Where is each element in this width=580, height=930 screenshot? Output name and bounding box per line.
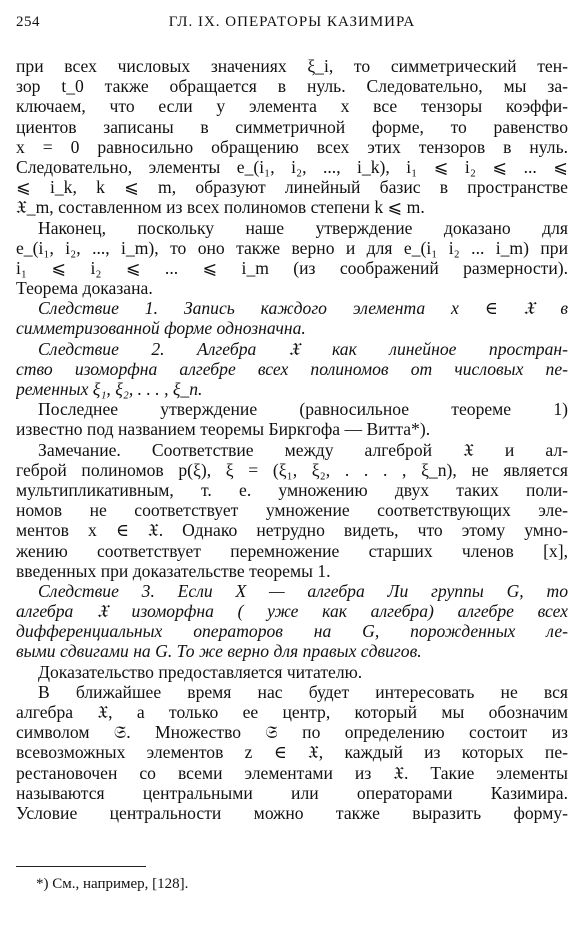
text-line: при всех числовых значениях ξ_i, то симметрический тен- (16, 56, 568, 76)
text-line: x = 0 равносильно обращению всех этих тензоров в нуль. (16, 136, 568, 157)
running-header (16, 10, 568, 40)
text-line: алгебра 𝔛, а только ее центр, который мы обозначим (16, 702, 568, 722)
page-number: 254 (16, 14, 40, 30)
running-title: ГЛ. IX. ОПЕРАТОРЫ КАЗИМИРА (168, 14, 416, 30)
text-line: e_(i₁, i₂, ..., i_m), то оно также верно и для e_(i₁ i₂ ... i_m) при (16, 237, 568, 258)
text-line: Условие центральности можно также выразить форму- (16, 802, 568, 823)
text-line: рестановочен со всеми элементами из 𝔛. Такие элементы (16, 762, 568, 783)
text-line: В ближайшее время нас будет интересовать не вся (38, 681, 568, 702)
text-line: Теорема доказана. (16, 278, 153, 299)
remark-line: геброй полиномов p(ξ), ξ = (ξ₁, ξ₂, . . . , ξ_n), не является (16, 459, 568, 480)
corollary-3-line: алгебра 𝔛 изоморфна ( уже как алгебра) алгебре всех (16, 601, 568, 622)
text-line: всевозможных элементов z ∈ 𝔛, каждый из которых пе- (16, 742, 568, 763)
remark-line: жению соответствует перемножение старших членов [x], (16, 540, 568, 561)
text-line: ключаем, что если у элемента x все тензоры коэффи- (16, 96, 568, 117)
text-line: циентов записаны в симметричной форме, то равенство (16, 116, 568, 137)
remark-line: введенных при доказательстве теоремы 1. (16, 560, 331, 581)
remark-line: мультипликативным, т. е. умножению двух таких поли- (16, 479, 568, 500)
text-line: i₁ ⩽ i₂ ⩽ ... ⩽ i_m (из соображений размерности). (16, 257, 568, 278)
remark-line: ментов x ∈ 𝔛. Однако нетрудно видеть, что этому умно- (16, 520, 568, 541)
corollary-1-line: Следствие 1. Запись каждого элемента x ∈ 𝔛 в (38, 298, 568, 319)
corollary-3-line: выми сдвигами на G. То же верно для правых сдвигов. (16, 641, 422, 662)
text-line: зор t_0 также обращается в нуль. Следовательно, мы за- (16, 76, 568, 97)
text-line: ⩽ i_k, k ⩽ m, образуют линейный базис в пространстве (16, 177, 568, 198)
text-line: называются центральными или операторами Казимира. (16, 782, 568, 803)
corollary-3-line: дифференциальных операторов на G, порожденных ле- (16, 621, 568, 642)
corollary-2-line: Следствие 2. Алгебра 𝔛 как линейное простран- (38, 338, 568, 359)
remark-line: Замечание. Соответствие между алгеброй 𝔛 и ал- (38, 439, 568, 460)
corollary-2-line: ство изоморфна алгебре всех полиномов от числовых пе- (16, 358, 568, 379)
remark-line: номов не соответствует умножение соответствующих эле- (16, 500, 568, 521)
book-page (16, 10, 568, 823)
text-line: Наконец, поскольку наше утверждение доказано для (38, 217, 568, 238)
text-line: 𝔛_m, составленном из всех полиномов степени k ⩽ m. (16, 197, 425, 218)
corollary-1-line: симметризованной форме однозначна. (16, 318, 306, 339)
footnote-rule (16, 866, 146, 867)
text-line: Последнее утверждение (равносильное теореме 1) (38, 399, 568, 420)
corollary-2-line: ременных ξ₁, ξ₂, . . . , ξ_n. (16, 379, 203, 399)
text-line: Следовательно, элементы e_(i₁, i₂, ..., i_k), i₁ ⩽ i₂ ⩽ ... ⩽ (16, 156, 568, 177)
text-line: символом 𝔖. Множество 𝔖 по определению состоит из (16, 722, 568, 743)
text-line: известно под названием теоремы Биркгофа — Витта*). (16, 419, 431, 440)
corollary-3-line: Следствие 3. Если X — алгебра Ли группы G, то (38, 580, 568, 601)
text-line: Доказательство предоставляется читателю. (38, 661, 363, 682)
footnote: *) См., например, [128]. (36, 876, 189, 892)
body-text (16, 56, 568, 823)
